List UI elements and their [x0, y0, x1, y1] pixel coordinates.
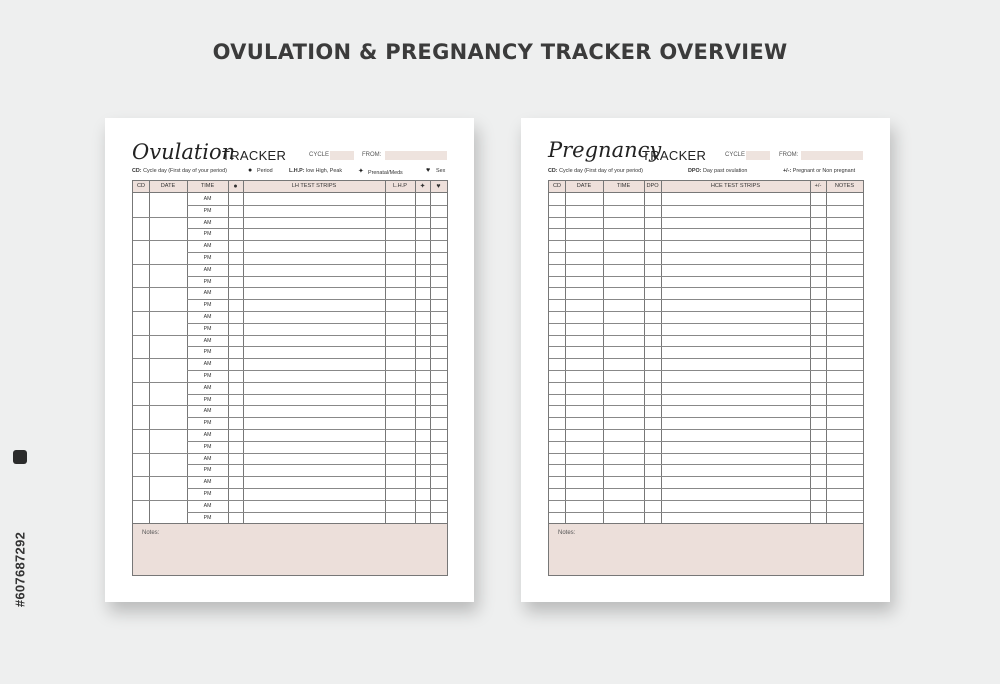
ovulation-col-divider — [228, 181, 229, 523]
pregnancy-table-row[interactable] — [549, 394, 863, 395]
ovulation-time-cell: PM — [203, 349, 212, 356]
ovulation-notes-area[interactable] — [133, 523, 447, 575]
ovulation-time-cell: AM — [203, 384, 212, 391]
ovulation-time-cell: PM — [203, 396, 212, 403]
ovulation-time-cell: PM — [203, 325, 212, 332]
stock-watermark — [8, 450, 32, 650]
ovulation-col-divider — [243, 181, 244, 523]
ovulation-time-cell: PM — [203, 514, 212, 521]
ovulation-tracker-page — [105, 118, 474, 602]
ovulation-table-row[interactable] — [187, 323, 447, 324]
ovulation-from-field[interactable] — [385, 151, 447, 160]
ovulation-time-cell: PM — [203, 443, 212, 450]
pregnancy-table-row[interactable] — [549, 382, 863, 383]
pregnancy-tracker-title: TRACKER — [642, 148, 707, 163]
ovulation-time-cell: AM — [203, 266, 212, 273]
ovulation-table-row[interactable] — [133, 405, 447, 406]
pregnancy-notes-area[interactable] — [549, 523, 863, 575]
ovulation-table-row[interactable] — [133, 311, 447, 312]
pregnancy-table-row[interactable] — [549, 287, 863, 288]
ovulation-script-title: Ovulation — [132, 140, 236, 164]
headline: OVULATION & PREGNANCY TRACKER OVERVIEW — [212, 40, 788, 64]
ovulation-time-cell: AM — [203, 408, 212, 415]
ovulation-time-cell: PM — [203, 373, 212, 379]
pregnancy-tracker-page — [521, 118, 890, 602]
ovulation-table-row[interactable] — [133, 240, 447, 241]
pregnancy-table-row[interactable] — [549, 276, 863, 277]
pregnancy-col-header-6: NOTES — [834, 183, 855, 189]
pregnancy-table-row[interactable] — [549, 228, 863, 229]
pregnancy-col-divider — [661, 181, 662, 523]
pregnancy-col-divider — [644, 181, 645, 523]
sex-heart-icon: ♥ — [436, 183, 441, 190]
pregnancy-table-row[interactable] — [549, 217, 863, 218]
pregnancy-legend-dpo: DPO: Day past ovulation — [688, 168, 748, 174]
ovulation-table-row[interactable] — [133, 500, 447, 501]
ovulation-table-row[interactable] — [133, 287, 447, 288]
ovulation-time-cell: PM — [203, 207, 212, 214]
pregnancy-table-row[interactable] — [549, 311, 863, 312]
ovulation-table — [132, 180, 448, 576]
ovulation-time-cell: AM — [203, 502, 212, 509]
pregnancy-table-row[interactable] — [549, 205, 863, 206]
pregnancy-table-row[interactable] — [549, 464, 863, 465]
ovulation-table-row[interactable] — [187, 370, 447, 371]
ovulation-col-divider — [415, 181, 416, 523]
pregnancy-col-header-5: +/- — [814, 183, 822, 189]
pregnancy-cycle-field[interactable] — [746, 151, 770, 160]
pregnancy-script-title: Pregnancy — [548, 138, 662, 162]
ovulation-table-row[interactable] — [133, 335, 447, 336]
pregnancy-table-row[interactable] — [549, 476, 863, 477]
pregnancy-from-label: FROM: — [779, 152, 799, 158]
pregnancy-col-divider — [565, 181, 566, 523]
pregnancy-header — [548, 140, 868, 170]
ovulation-time-cell: AM — [203, 196, 212, 202]
pregnancy-table-row[interactable] — [549, 240, 863, 241]
ovulation-table-row[interactable] — [187, 276, 447, 277]
ovulation-cycle-field[interactable] — [330, 151, 354, 160]
ovulation-table-row[interactable] — [133, 358, 447, 359]
ovulation-time-cell: AM — [203, 432, 212, 438]
ovulation-legend-prenatal: Prenatal/Meds — [368, 170, 403, 176]
ovulation-legend-sex: Sex — [436, 168, 446, 174]
pregnancy-col-header-1: DATE — [576, 183, 592, 189]
ovulation-table-row[interactable] — [187, 512, 447, 513]
ovulation-notes-label: Notes: — [142, 530, 160, 537]
ovulation-tracker-title: TRACKER — [222, 148, 287, 163]
ovulation-table-row[interactable] — [187, 394, 447, 395]
ovulation-time-cell: PM — [203, 302, 212, 309]
period-drop-icon: ● — [233, 183, 238, 190]
pregnancy-col-header-2: TIME — [616, 183, 631, 189]
prenatal-pill-icon: ✦ — [419, 183, 426, 190]
pregnancy-table-header — [549, 181, 863, 193]
pregnancy-table-row[interactable] — [549, 358, 863, 359]
ovulation-time-cell: AM — [203, 314, 212, 320]
ovulation-col-header-4: LH TEST STRIPS — [291, 183, 337, 189]
ovulation-time-cell: PM — [203, 420, 212, 427]
ovulation-table-row[interactable] — [187, 441, 447, 442]
stock-id-text: #607687292 — [12, 531, 28, 608]
heart-icon: ♥ — [426, 167, 431, 174]
ovulation-table-row[interactable] — [187, 346, 447, 347]
ovulation-time-cell: PM — [203, 255, 212, 261]
ovulation-table-row[interactable] — [187, 417, 447, 418]
ovulation-time-cell: AM — [203, 219, 212, 226]
pregnancy-col-header-4: HCE TEST STRIPS — [710, 183, 761, 189]
ovulation-time-cell: PM — [203, 467, 212, 474]
ovulation-table-row[interactable] — [133, 217, 447, 218]
pregnancy-table — [548, 180, 864, 576]
pregnancy-table-row[interactable] — [549, 264, 863, 265]
ovulation-from-label: FROM: — [362, 152, 382, 158]
ovulation-table-row[interactable] — [133, 429, 447, 430]
ovulation-col-header-1: DATE — [160, 183, 176, 189]
pregnancy-notes-label: Notes: — [558, 530, 576, 537]
ovulation-legend-lhp: L.H.P: low High, Peak — [289, 168, 343, 174]
pregnancy-table-row[interactable] — [549, 370, 863, 371]
pregnancy-col-header-0: CD — [552, 183, 562, 189]
ovulation-time-cell: AM — [203, 361, 212, 368]
ovulation-col-divider — [149, 181, 150, 523]
pregnancy-table-row[interactable] — [549, 417, 863, 418]
pregnancy-table-row[interactable] — [549, 252, 863, 253]
ovulation-col-header-5: L.H.P — [393, 183, 407, 189]
pregnancy-legend-pm: +/-: Pregnant or Non pregnant — [783, 168, 856, 174]
pregnancy-col-header-3: DPO — [646, 183, 659, 189]
ovulation-table-row[interactable] — [133, 382, 447, 383]
pregnancy-table-row[interactable] — [549, 335, 863, 336]
pregnancy-table-row[interactable] — [549, 429, 863, 430]
pregnancy-cycle-label: CYCLE — [725, 152, 746, 158]
pregnancy-legend-cd: CD: Cycle day (First day of your period) — [548, 168, 643, 174]
ovulation-header — [132, 140, 452, 170]
ovulation-time-cell: AM — [203, 337, 212, 344]
ovulation-time-cell: AM — [203, 290, 212, 297]
pill-icon: ✦ — [358, 168, 364, 175]
pregnancy-col-divider — [826, 181, 827, 523]
ovulation-legend-cd: CD: Cycle day (First day of your period) — [132, 168, 227, 174]
ovulation-table-row[interactable] — [187, 299, 447, 300]
pregnancy-col-divider — [810, 181, 811, 523]
ovulation-cycle-label: CYCLE — [309, 152, 330, 158]
ovulation-time-cell: AM — [203, 243, 212, 250]
ovulation-time-cell: AM — [203, 455, 212, 462]
pregnancy-col-divider — [603, 181, 604, 523]
ovulation-time-cell: AM — [203, 479, 212, 486]
ovulation-table-row[interactable] — [133, 476, 447, 477]
ovulation-table-row[interactable] — [187, 205, 447, 206]
ovulation-table-row[interactable] — [133, 264, 447, 265]
pregnancy-from-field[interactable] — [801, 151, 863, 160]
ovulation-legend-period: Period — [257, 168, 273, 174]
pregnancy-table-row[interactable] — [549, 323, 863, 324]
ovulation-table-header — [133, 181, 447, 193]
ovulation-col-divider — [385, 181, 386, 523]
pregnancy-table-row[interactable] — [549, 441, 863, 442]
ovulation-time-cell: PM — [203, 278, 212, 285]
ovulation-col-divider — [430, 181, 431, 523]
ovulation-col-header-2: TIME — [200, 183, 215, 189]
pregnancy-table-row[interactable] — [549, 453, 863, 454]
ovulation-table-row[interactable] — [187, 488, 447, 489]
pregnancy-table-row[interactable] — [549, 500, 863, 501]
drop-icon: ● — [248, 167, 253, 174]
ovulation-table-row[interactable] — [187, 464, 447, 465]
ovulation-table-row[interactable] — [187, 228, 447, 229]
ovulation-time-cell: PM — [203, 491, 212, 497]
pregnancy-table-row[interactable] — [549, 488, 863, 489]
stock-logo-icon — [13, 450, 27, 464]
pregnancy-table-row[interactable] — [549, 346, 863, 347]
pregnancy-table-row[interactable] — [549, 512, 863, 513]
pregnancy-table-row[interactable] — [549, 299, 863, 300]
ovulation-table-row[interactable] — [133, 453, 447, 454]
pregnancy-table-row[interactable] — [549, 405, 863, 406]
ovulation-table-row[interactable] — [187, 252, 447, 253]
ovulation-time-cell: PM — [203, 231, 212, 238]
ovulation-col-header-0: CD — [136, 183, 146, 189]
